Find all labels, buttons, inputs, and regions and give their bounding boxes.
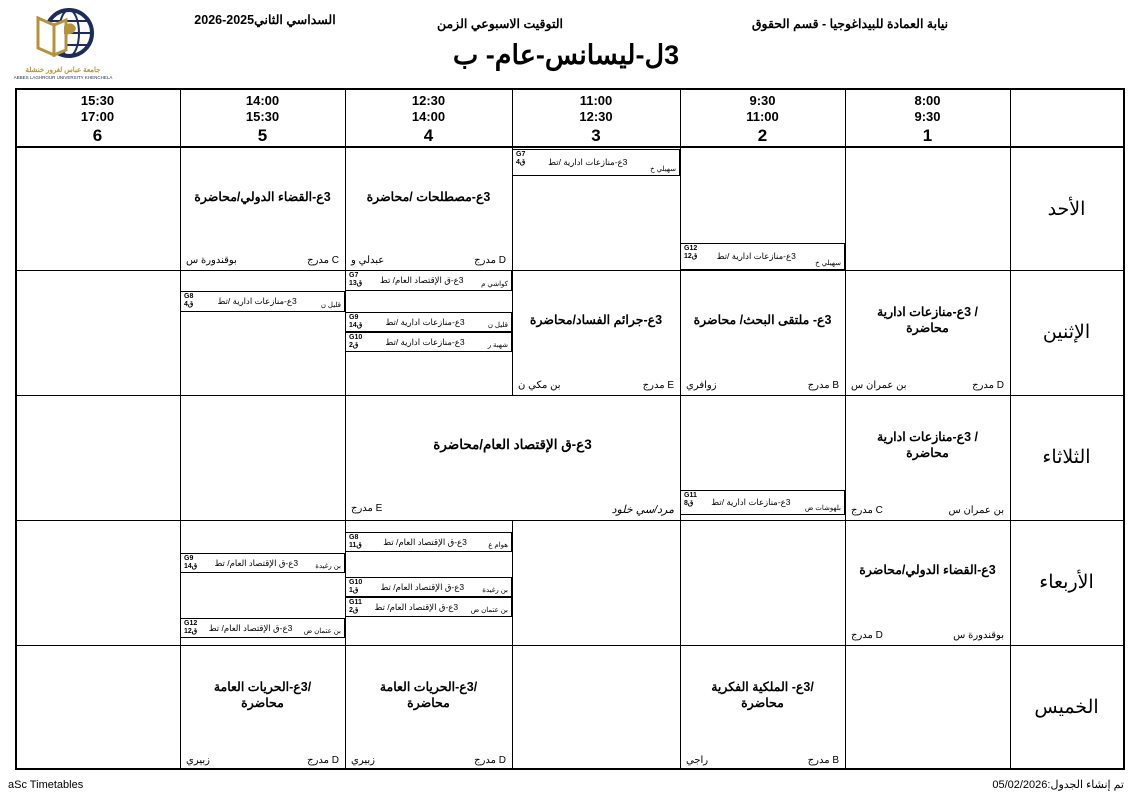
- grid-line: [1123, 88, 1125, 770]
- teacher: بوقندورة س: [953, 630, 1004, 641]
- teacher: كواشي م: [481, 281, 508, 288]
- group-cell: [345, 332, 512, 352]
- teacher: زبيري: [186, 755, 210, 766]
- time-slot-5: 14:00 15:30 5: [245, 93, 280, 145]
- room: مدرج D: [972, 380, 1004, 391]
- time-slot-2: 9:30 11:00 2: [746, 93, 779, 145]
- lecture-cell: 3ع- ملتقى البحث/ محاضرة زوافري مدرج B: [686, 313, 839, 391]
- lecture-cell: /3ع-الحريات العامة محاضرة زبيري مدرج D: [186, 680, 339, 766]
- teacher: عبدلي و: [351, 255, 385, 266]
- group-cell: [345, 270, 512, 291]
- teacher: سهيلي خ: [650, 166, 676, 173]
- course: 3ع-ق الإقتصاد العام/ تط: [208, 622, 293, 633]
- header-department: نيابة العمادة للبيداغوجيا - قسم الحقوق: [751, 17, 949, 31]
- group-cell: [512, 149, 680, 176]
- lecture-cell: 3ع-القضاء الدولي/محاضرة بوقندورة س مدرج C: [186, 189, 339, 266]
- course: 3ع-منازعات ادارية /تط: [716, 251, 796, 261]
- course: 3ع-منازعات ادارية /تط: [385, 336, 465, 347]
- group-badge: G7 ق4: [516, 151, 526, 166]
- room: مدرج D: [307, 755, 339, 766]
- group-badge: G11 ق8: [684, 492, 697, 507]
- group-cell: [345, 532, 512, 552]
- room: مدرج D: [474, 255, 506, 266]
- day-wednesday: الأربعاء: [1039, 572, 1094, 593]
- course: 3ع-منازعات ادارية /تط: [217, 296, 297, 306]
- asc-timetables-credit: aSc Timetables: [8, 779, 84, 791]
- teacher: بن مكي ن: [518, 380, 561, 391]
- course: 3ع-ق الإقتصاد العام/ تط: [383, 536, 467, 547]
- group-badge: G12 ق12: [184, 620, 198, 635]
- course: 3ع-ق الإقتصاد العام/ تط: [379, 275, 464, 285]
- course: 3ع-ق الإقتصاد العام/ تط: [374, 601, 459, 612]
- group-cell: [180, 291, 345, 312]
- group-cell: [180, 553, 345, 573]
- time-slot-3: 11:00 12:30 3: [579, 93, 613, 145]
- room: مدرج E: [642, 380, 674, 391]
- teacher: بلهوشات ض: [804, 505, 841, 512]
- header-weekly-timing: التوقيت الاسبوعي الزمن: [436, 17, 564, 31]
- group-badge: G8 ق11: [349, 534, 362, 549]
- header-semester: السداسي الثاني2025-2026: [194, 13, 336, 27]
- generated-date: تم إنشاء الجدول:05/02/2026: [992, 779, 1124, 791]
- teacher: بن عتمان ض: [303, 628, 341, 635]
- logo-university-name-en: ABBES LAGHROUR UNIVERSITY KHENCHELA: [13, 75, 113, 80]
- teacher: مرد/سي خلود: [611, 504, 674, 516]
- room: مدرج B: [807, 380, 839, 391]
- group-badge: G9 ق14: [184, 555, 198, 570]
- logo-university-name-ar: جامعة عباس لغرور خنشلة: [25, 67, 101, 74]
- teacher: بن عتمان ض: [470, 607, 508, 614]
- group-cell: [680, 243, 845, 270]
- group-cell: [345, 312, 512, 332]
- lecture-cell: /3ع- الملكية الفكرية محاضرة راجي مدرج B: [686, 680, 839, 766]
- lecture-cell: 3ع-القضاء الدولي/محاضرة مدرج D بوقندورة س: [851, 563, 1004, 641]
- group-badge: G7 ق13: [349, 272, 363, 287]
- course: 3ع-منازعات ادارية /تط: [548, 157, 628, 167]
- lecture-cell: 3ع-جرائم الفساد/محاضرة بن مكي ن مدرج E: [518, 313, 674, 391]
- teacher: سهيلي خ: [815, 260, 841, 267]
- group-badge: G10 ق1: [349, 579, 363, 594]
- group-cell: [345, 577, 512, 597]
- grid-line: [15, 88, 17, 770]
- group-badge: G12 ق12: [684, 245, 698, 260]
- lecture-cell-merged: 3ع-ق الإقتصاد العام/محاضرة مدرج E مرد/سي خلود: [351, 437, 674, 516]
- lecture-cell: / 3ع-منازعات ادارية محاضرة بن عمران س مدرج D: [851, 305, 1004, 391]
- teacher: شهبة ر: [487, 342, 508, 349]
- day-monday: الإثنين: [1042, 322, 1091, 343]
- room: مدرج D: [851, 630, 883, 641]
- room: مدرج B: [807, 755, 839, 766]
- lecture-cell: /3ع-الحريات العامة محاضرة زبيري مدرج D: [351, 680, 506, 766]
- room: مدرج E: [351, 503, 383, 514]
- timetable-grid: [15, 88, 1125, 770]
- day-tuesday: الثلاثاء: [1042, 447, 1091, 468]
- group-badge: G10 ق2: [349, 334, 363, 349]
- lecture-cell: / 3ع-منازعات ادارية محاضرة مدرج C بن عمران س: [851, 430, 1004, 516]
- teacher: بن عمران س: [851, 380, 907, 391]
- class-title: 3ل-ليسانس-عام- ب: [452, 40, 680, 70]
- group-badge: G11 ق2: [349, 599, 362, 614]
- teacher: قليل ن: [487, 322, 508, 329]
- day-sunday: الأحد: [1047, 198, 1086, 220]
- teacher: هوام ع: [488, 542, 508, 549]
- group-cell: [345, 597, 512, 617]
- time-slot-4: 12:30 14:00 4: [411, 93, 446, 145]
- teacher: بن رغيدة: [482, 587, 508, 594]
- day-thursday: الخميس: [1034, 697, 1099, 718]
- group-cell: [680, 490, 845, 515]
- group-badge: G9 ق14: [349, 314, 363, 329]
- teacher: بن رغيدة: [315, 563, 341, 570]
- course: 3ع-منازعات ادارية /تط: [711, 497, 791, 507]
- teacher: زوافري: [686, 380, 717, 391]
- group-badge: G8 ق4: [184, 293, 194, 308]
- teacher: زبيري: [351, 755, 375, 766]
- teacher: بن عمران س: [948, 505, 1004, 516]
- teacher: بوقندورة س: [186, 255, 237, 266]
- course: 3ع-منازعات ادارية /تط: [385, 316, 465, 327]
- time-slot-1: 8:00 9:30 1: [914, 93, 941, 145]
- room: مدرج C: [307, 255, 339, 266]
- teacher: قليل ن: [320, 302, 341, 309]
- room: مدرج D: [474, 755, 506, 766]
- course: 3ع-ق الإقتصاد العام/ تط: [380, 581, 465, 592]
- room: مدرج C: [851, 505, 883, 516]
- time-slot-6: 15:30 17:00 6: [80, 93, 115, 145]
- group-cell: [180, 618, 345, 638]
- teacher: راجي: [686, 755, 709, 766]
- course: 3ع-ق الإقتصاد العام/ تط: [214, 557, 299, 568]
- lecture-cell: 3ع-مصطلحات /محاضرة عبدلي و مدرج D: [351, 189, 506, 266]
